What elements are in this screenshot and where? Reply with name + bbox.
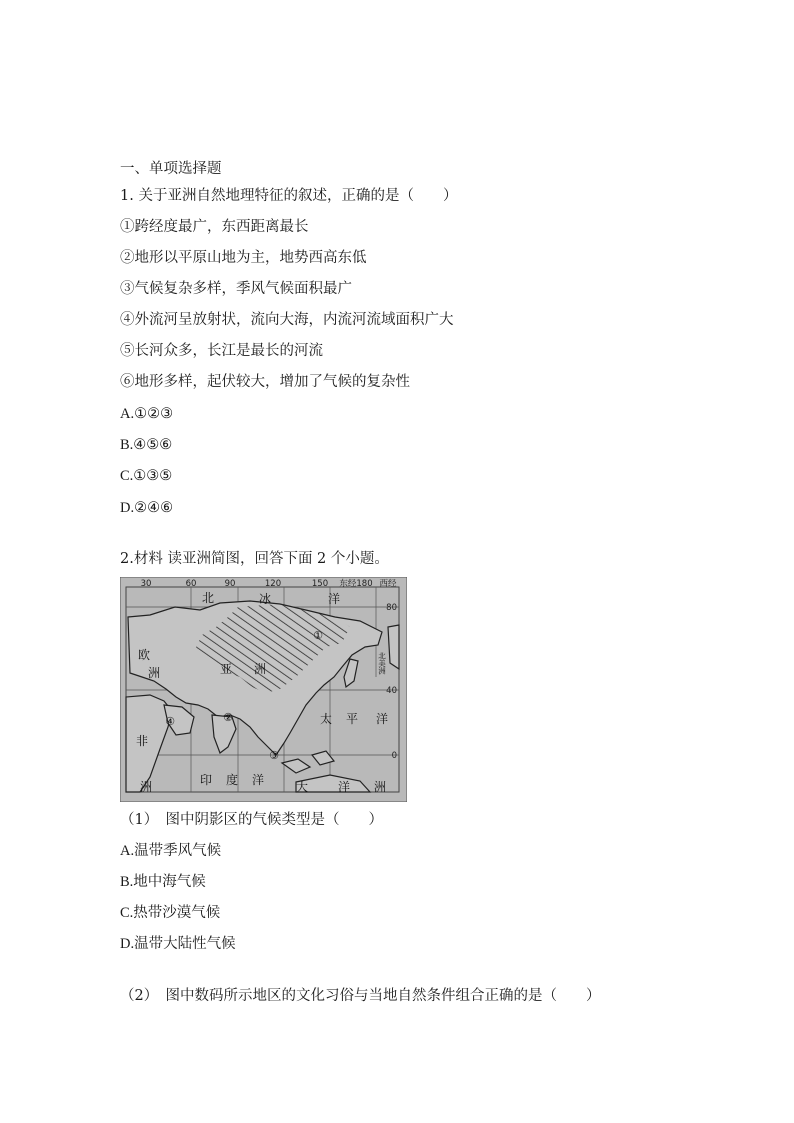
label-ping: 平	[345, 712, 359, 726]
question-2-stem: 2.材料 读亚洲简图，回答下面 2 个小题。	[120, 551, 389, 567]
label-yin: 印	[199, 773, 213, 787]
label-north-america: 北美洲	[377, 651, 387, 675]
lon-label-180: 东经180	[339, 579, 373, 589]
marker-3: ③	[269, 749, 279, 762]
lat-label-80: 80	[386, 603, 397, 613]
lat-label-0: 0	[391, 751, 397, 761]
label-yang-o: 洋	[337, 780, 351, 794]
marker-4: ④	[165, 715, 175, 728]
sub-question-2-stem: （2） 图中数码所示地区的文化习俗与当地自然条件组合正确的是（ ）	[120, 988, 601, 1004]
sub1-option-b[interactable]: B.地中海气候	[120, 874, 206, 890]
label-tai: 太	[319, 712, 333, 726]
option-d[interactable]: D.②④⑥	[120, 500, 174, 516]
lon-label-30: 30	[140, 579, 152, 589]
statement-4: ④外流河呈放射状，流向大海，内流河流域面积广大	[120, 312, 454, 328]
label-bing: 冰	[258, 592, 272, 606]
lon-label-90: 90	[224, 579, 236, 589]
lon-label-120: 120	[264, 579, 282, 589]
sub1-option-d[interactable]: D.温带大陆性气候	[120, 936, 236, 952]
label-yang-i: 洋	[251, 773, 265, 787]
label-zhou-af: 洲	[139, 780, 153, 794]
label-zhou-as: 洲	[253, 662, 267, 676]
statement-6: ⑥地形多样，起伏较大，增加了气候的复杂性	[120, 374, 410, 390]
sub1-option-c[interactable]: C.热带沙漠气候	[120, 905, 221, 921]
label-fei: 非	[135, 734, 149, 748]
label-ya: 亚	[219, 662, 233, 676]
lat-label-40: 40	[386, 686, 397, 696]
lon-label-150: 150	[311, 579, 329, 589]
label-yang-n: 洋	[327, 592, 341, 606]
label-zhou-eu: 洲	[147, 666, 161, 680]
statement-2: ②地形以平原山地为主，地势西高东低	[120, 250, 367, 266]
option-c[interactable]: C.①③⑤	[120, 468, 173, 484]
label-yang-p: 洋	[375, 712, 389, 726]
section-title: 一、单项选择题	[120, 161, 222, 177]
label-bei: 北	[201, 591, 215, 605]
marker-2: ②	[223, 711, 233, 724]
lon-label-west: 西经	[379, 579, 397, 589]
marker-1: ①	[313, 629, 323, 642]
statement-1: ①跨经度最广，东西距离最长	[120, 219, 309, 235]
label-ou: 欧	[137, 648, 151, 662]
label-zhou-oc: 洲	[373, 780, 387, 794]
lon-label-60: 60	[185, 579, 197, 589]
label-du: 度	[225, 773, 239, 787]
sub1-option-a[interactable]: A.温带季风气候	[120, 843, 222, 859]
sub-question-1-stem: （1） 图中阴影区的气候类型是（ ）	[120, 812, 383, 828]
option-b[interactable]: B.④⑤⑥	[120, 437, 173, 453]
statement-3: ③气候复杂多样，季风气候面积最广	[120, 281, 352, 297]
question-1-stem: 1. 关于亚洲自然地理特征的叙述，正确的是（ ）	[120, 188, 458, 204]
statement-5: ⑤长河众多，长江是最长的河流	[120, 343, 323, 359]
option-a[interactable]: A.①②③	[120, 406, 174, 422]
asia-map-figure	[120, 577, 407, 802]
label-da: 大	[295, 780, 309, 794]
